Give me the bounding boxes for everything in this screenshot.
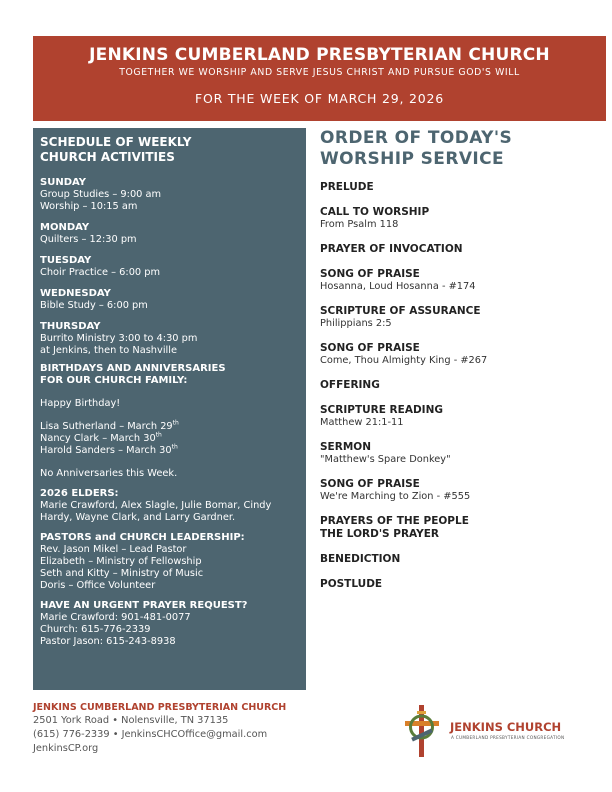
day-sunday — [40, 177, 306, 213]
order-item-detail: We're Marching to Zion - #555 — [320, 491, 471, 502]
order-item — [320, 268, 600, 293]
prayer-contact: Church: 615-776-2339 — [40, 624, 151, 635]
order-item-name: BENEDICTION — [320, 553, 401, 565]
schedule-title: SCHEDULE OF WEEKLY CHURCH ACTIVITIES — [40, 135, 192, 164]
day-name: THURSDAY — [40, 321, 101, 332]
day-wednesday — [40, 288, 306, 312]
order-item-detail: From Psalm 118 — [320, 219, 399, 230]
day-name: WEDNESDAY — [40, 288, 111, 299]
day-thursday — [40, 321, 306, 357]
order-item-detail: "Matthew's Spare Donkey" — [320, 454, 451, 465]
order-item-detail: Come, Thou Almighty King - #267 — [320, 355, 488, 366]
week-heading: FOR THE WEEK OF MARCH 29, 2026 — [194, 91, 445, 106]
footer-website: JenkinsCP.org — [33, 743, 99, 754]
order-item — [320, 578, 600, 591]
activity-line: Quilters – 12:30 pm — [40, 234, 137, 245]
order-item-name: PRAYER OF INVOCATION — [320, 243, 463, 255]
leader-line: Seth and Kitty – Ministry of Music — [40, 568, 204, 579]
order-item-name: SCRIPTURE OF ASSURANCE — [320, 305, 481, 317]
order-item — [320, 342, 600, 367]
activity-line: Worship – 10:15 am — [40, 201, 138, 212]
order-item-name: SONG OF PRAISE — [320, 268, 420, 280]
birthday-person: Harold Sanders – March 30th — [40, 443, 178, 456]
order-item-detail: Philippians 2:5 — [320, 318, 392, 329]
activity-line: Group Studies – 9:00 am — [40, 189, 162, 200]
order-item — [320, 515, 600, 541]
day-tuesday — [40, 255, 306, 279]
order-item — [320, 181, 600, 194]
birthday-person: Lisa Sutherland – March 29th — [40, 419, 179, 432]
birthday-greeting: Happy Birthday! — [40, 398, 121, 409]
elders-names: Marie Crawford, Alex Slagle, Julie Bomar, Cindy Hardy, Wayne Clark, and Larry Gardner. — [40, 500, 272, 523]
activity-line: Bible Study – 6:00 pm — [40, 300, 148, 311]
order-item-name: SCRIPTURE READING — [320, 404, 443, 416]
leader-line: Elizabeth – Ministry of Fellowship — [40, 556, 202, 567]
order-item — [320, 379, 600, 392]
prayer-contact: Marie Crawford: 901-481-0077 — [40, 612, 191, 623]
order-item — [320, 243, 600, 256]
order-item — [320, 441, 600, 466]
order-item-name: SERMON — [320, 441, 371, 453]
activity-line: Choir Practice – 6:00 pm — [40, 267, 161, 278]
order-item — [320, 404, 600, 429]
birthday-person: Nancy Clark – March 30th — [40, 431, 162, 444]
leader-line: Doris – Office Volunteer — [40, 580, 156, 591]
order-item-name: SONG OF PRAISE — [320, 342, 420, 354]
leader-line: Rev. Jason Mikel – Lead Pastor — [40, 544, 187, 555]
logo-name: JENKINS CHURCH — [450, 720, 562, 734]
order-item — [320, 478, 600, 503]
footer-church-name: JENKINS CUMBERLAND PRESBYTERIAN CHURCH — [33, 702, 287, 713]
order-item-detail: Matthew 21:1-11 — [320, 417, 404, 428]
church-logo — [399, 703, 579, 759]
birthdays-section — [40, 363, 306, 480]
footer-phone-email: (615) 776-2339 • JenkinsCHCOffice@gmail.com — [33, 729, 268, 740]
day-monday — [40, 222, 306, 246]
cross-logo-icon — [399, 703, 445, 759]
footer-address: 2501 York Road • Nolensville, TN 37135 — [33, 715, 229, 726]
church-tagline: TOGETHER WE WORSHIP AND SERVE JESUS CHRIST AND PURSUE GOD'S WILL — [119, 67, 520, 78]
prayer-section — [40, 600, 306, 648]
anniversaries-note: No Anniversaries this Week. — [40, 468, 178, 479]
order-item-name: POSTLUDE — [320, 578, 383, 590]
order-item-detail: Hosanna, Loud Hosanna - #174 — [320, 281, 476, 292]
order-item — [320, 206, 600, 231]
activity-line: Burrito Ministry 3:00 to 4:30 pm — [40, 333, 198, 344]
order-item-name: OFFERING — [320, 379, 380, 391]
day-name: TUESDAY — [40, 255, 92, 266]
logo-subtitle: A CUMBERLAND PRESBYTERIAN CONGREGATION — [451, 735, 565, 740]
order-item-name: CALL TO WORSHIP — [320, 206, 430, 218]
order-item-name: PRAYERS OF THE PEOPLE — [320, 515, 469, 527]
elders-section — [40, 488, 306, 524]
day-name: MONDAY — [40, 222, 90, 233]
schedule-sidebar — [33, 128, 306, 690]
elders-title: 2026 ELDERS: — [40, 488, 119, 499]
order-title: ORDER OF TODAY'S WORSHIP SERVICE — [320, 128, 513, 169]
order-item-name: THE LORD'S PRAYER — [320, 528, 440, 540]
worship-order — [320, 128, 600, 603]
order-item — [320, 553, 600, 566]
order-item-name: SONG OF PRAISE — [320, 478, 420, 490]
activity-line: at Jenkins, then to Nashville — [40, 345, 178, 356]
birthdays-title: BIRTHDAYS AND ANNIVERSARIES — [40, 363, 226, 374]
leadership-section — [40, 532, 306, 592]
order-item-name: PRELUDE — [320, 181, 374, 193]
order-item — [320, 305, 600, 330]
header-banner — [33, 36, 606, 121]
leadership-title: PASTORS and CHURCH LEADERSHIP: — [40, 532, 245, 543]
prayer-contact: Pastor Jason: 615-243-8938 — [40, 636, 176, 647]
day-name: SUNDAY — [40, 177, 87, 188]
church-title: JENKINS CUMBERLAND PRESBYTERIAN CHURCH — [89, 45, 550, 65]
birthdays-title-line2: FOR OUR CHURCH FAMILY: — [40, 375, 188, 386]
footer-contact — [33, 702, 363, 756]
prayer-title: HAVE AN URGENT PRAYER REQUEST? — [40, 600, 248, 611]
